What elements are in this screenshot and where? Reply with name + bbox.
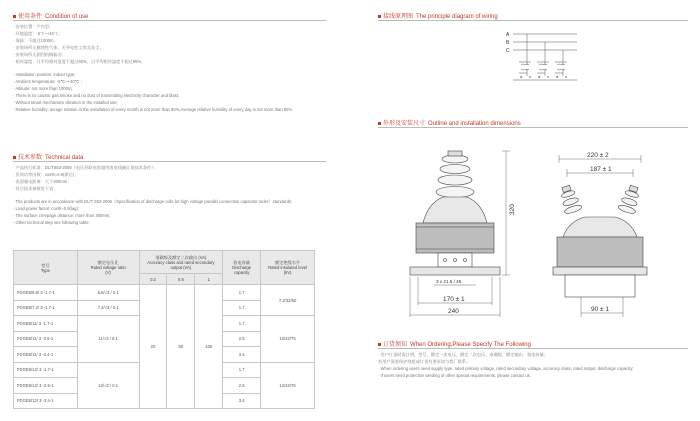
cell-capacity: 1.7 [223,285,261,301]
cell-model: FDGE6/12/ 3 -2.5-1 [14,378,78,394]
wiring-terminal: x [565,74,567,79]
cell-capacity: 1.7 [223,362,261,378]
technical-item-cn: · 其它技术参数见下表： [13,186,58,192]
cell-capacity: 3.4 [223,393,261,409]
dim-170: 170 ± 1 [443,296,465,303]
header-ratio: 额定电压比 Rated voltage ratio (V) [77,251,139,285]
condition-item-en: · There is no caustic gas,smoke and no dust of transmitting electricity character and blast; [13,93,180,99]
wiring-terminal: a [520,74,523,79]
cell-model: FDGE6/12/ 3 -1.7-1 [14,362,78,378]
conditions-title-cn: 使用条件 [18,14,43,20]
cell-model: FDGE6/11/ 3 -1.7-1 [14,316,78,332]
heading-marker [378,15,381,18]
outline-rule [378,127,688,128]
header-model: 型号 Type [14,251,78,285]
heading-marker [13,15,16,18]
header-discharge: 放电容量 Discharge capacity [223,251,261,285]
dim-90: 90 ± 1 [591,306,610,313]
wiring-terminal: x [529,74,531,79]
condition-item-cn: · 海拔：不超过1000m； [13,38,58,44]
cell-insulation: 7.2/32/60 [261,285,315,316]
cell-capacity: 2.5 [223,378,261,394]
condition-item-cn: · 环境温度：-5℃~+40℃； [13,31,63,37]
technical-item-cn: · 产品执行标准：DL/T653-2006《电压并联电容器用放电线圈订货技术条件》； [13,165,158,170]
front-view-drawing [388,145,523,320]
condition-item-en: · Installation position: indoor type; [13,72,76,77]
condition-item-cn: · 相对湿度：月平均相对湿度不超过90%，日平均相对湿度不超过95%。 [13,59,146,65]
wiring-label: A [506,32,510,38]
condition-item-en: · Ambient temperature: -5℃~+40℃ ; [13,79,82,85]
ordering-item: · If users need protection winding of other special requirements, please contact us. [378,373,531,379]
cell-model: FDGE6/11/ 3 -2.5-1 [14,331,78,347]
condition-item-en: · Altitude: not more than 1000m; [13,86,73,92]
conditions-title-en: Condition of use [45,14,89,20]
technical-list-cn [13,164,158,192]
dim-187: 187 ± 1 [590,166,612,173]
cell-capacity: 1.7 [223,316,261,332]
technical-item-cn: · 表面爬电距离：大于300mm； [13,179,72,185]
condition-item-cn: · 安装场所无剧烈机械振动； [13,52,66,58]
ordering-item: 若用户需要保护绕组或订货有要求请与我厂联系。 [378,359,471,365]
header-output: 准确级及额定二次输出 (VA) Accuracy class and rated secondary output (VA) [139,251,223,274]
condition-item-en: · Relative humidity: avrage relation in the installation of every month is not more than 90%,Average relative humidity of every day is not more than 95%. [13,107,294,113]
technical-heading [13,152,83,161]
wiring-rule [378,20,688,21]
wiring-heading [378,11,498,20]
outline-title-cn: 外形及安装尺寸 [383,121,426,127]
technical-item-en: · The products are in accordance with DL/T 653-2006《Specification of discharge coils for high voltage parallel connection capacitor order》standards; [13,199,293,204]
wiring-terminal: x [547,74,549,79]
header-class-1: 1 [195,274,223,285]
cell-insulation: 12/42/75 [261,316,315,363]
technical-list-en [13,198,323,226]
wiring-diagram [505,26,580,86]
wiring-terminal: a [538,74,541,79]
outline-heading [378,118,521,127]
wiring-label: C [506,48,510,54]
cell-capacity: 1.7 [223,300,261,316]
dim-240: 240 [448,308,459,315]
cell-model: FDGE6/12/ 3 -3.4-1 [14,393,78,409]
spec-table [13,250,315,409]
header-insulation: 额定绝缘水平 Rated insulated level (kV) [261,251,315,285]
ordering-title-en: When Ordering,Please Specify The Following [410,342,531,348]
cell-capacity: 3.4 [223,347,261,363]
technical-rule [13,161,326,162]
cell-ratio: 11/√3 / 0.1 [77,316,139,363]
cell-capacity: 2.5 [223,331,261,347]
cell-model: FDGE6/7.2/ 3 -1.7-1 [14,300,78,316]
cell-model: FDGE6/6.6/ 3 -1.7-1 [14,285,78,301]
heading-marker [378,122,381,125]
ordering-rule [378,348,688,349]
dim-320: 320 [509,204,516,215]
cell-ratio: 12/√3 / 0.1 [77,362,139,409]
condition-item-cn: · 安装场所无腐蚀性气体、无导电性尘埃及灰尘； [13,45,104,51]
ordering-title-cn: 订货须知 [383,342,408,348]
cell-ratio: 7.2/√3 / 0.1 [77,300,139,316]
table-row [14,285,315,301]
outline-title-en: Outline and installation dimensions [428,121,521,127]
cell-output-05: 50 [167,285,195,409]
technical-item-en: · Other technical step see following table: [13,220,90,226]
technical-title-cn: 技术参数 [18,155,43,161]
technical-item-cn: · 负荷功率因数：cosΦ=0.8(滞后)； [13,172,79,178]
conditions-heading [13,11,88,20]
side-view-drawing [545,145,655,320]
cell-insulation: 12/42/75 [261,362,315,409]
condition-item-en: · Without smart mechanism vibration in the installed site; [13,100,118,106]
wiring-terminal: a [556,74,559,79]
ordering-item: · When ordering users need supply type, rated primary voltage, rated secondary voltage, accuracy class, rated output, discharge capacity; [378,366,634,372]
ordering-list [378,351,688,379]
condition-item-cn: · 安装位置：户内型； [13,24,54,29]
cell-output-1: 100 [195,285,223,409]
conditions-list-cn [13,23,145,66]
conditions-rule [13,20,326,21]
cell-model: FDGE6/11/ 3 -3.4-1 [14,347,78,363]
technical-title-en: Technical data [45,155,84,161]
header-class-02: 0.2 [139,274,167,285]
cell-ratio: 6.6/√3 / 0.1 [77,285,139,301]
dim-holes: 3 x 21.5 / 45 [436,279,462,284]
wiring-title-cn: 接线原理图 [383,14,414,20]
header-class-05: 0.5 [167,274,195,285]
technical-item-en: · The surface creepage distance: more than 300mm; [13,213,111,219]
ordering-item: · 用户订货时需注明，型号、额定一次电压、额定二次电压、准确级、额定输出、放电容量； [378,352,549,357]
technical-item-en: · Load power factor: cosΦ=0.8(lag); [13,206,80,212]
cell-output-02: 20 [139,285,167,409]
heading-marker [13,156,16,159]
dim-220: 220 ± 2 [587,152,609,159]
ordering-heading [378,339,531,348]
heading-marker [378,343,381,346]
conditions-list-en [13,71,323,114]
wiring-title-en: The principle diagram of wiring [416,14,498,20]
wiring-label: B [506,40,510,46]
